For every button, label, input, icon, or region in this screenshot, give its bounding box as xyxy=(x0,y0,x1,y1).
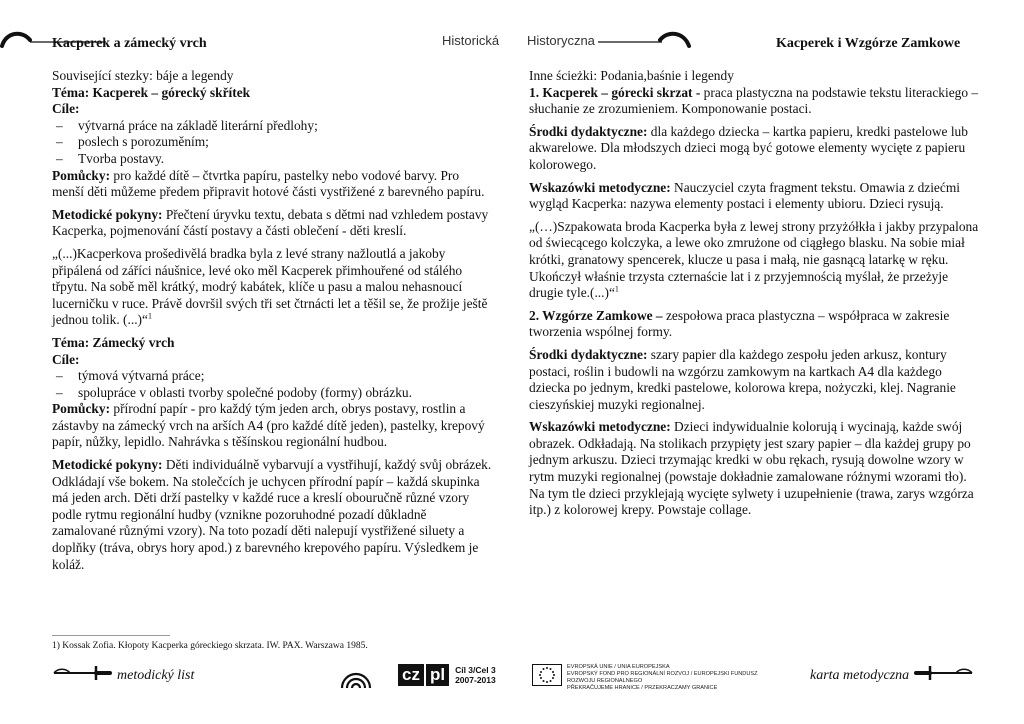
means-2: Środki dydaktyczne: szary papier dla każdego zespołu jeden arkusz, kontury postaci, roślin i budowli na wzgórzu zamkowym na kartkach A4 dla każdego dziecka po jednym, kredki pastelowe, kolorowa krepa, nożyczki, klej. Nagranie cieszyńskiej muzyki regionalnej. xyxy=(529,346,956,412)
czpl-pl: pl xyxy=(426,664,449,686)
header-title-cz: Kacperek a zámecký vrch xyxy=(52,36,207,51)
footnote: 1) Kossak Zofia. Kłopoty Kacperka góreckiego skrzata. IW. PAX. Warszawa 1985. xyxy=(52,641,368,651)
goals-2-list xyxy=(52,368,492,401)
czpl-logo xyxy=(398,663,496,687)
footnote-rule xyxy=(52,635,170,636)
materials-2: Pomůcky: přírodní papír - pro každý tým jeden arch, obrys postavy, rostlin a zástavby na zámecký vrch na arších A4 (pro každé dítě jeden), pastelky, krepový papír, nůžky, lepidlo. Nahrávka s těšínskou regionální hudbou. xyxy=(52,401,485,450)
sword-ornament-left-icon xyxy=(52,662,114,684)
logo-historyczna: Historyczna xyxy=(527,33,595,48)
goals-1-heading: Cíle: xyxy=(52,101,80,117)
footer-right: karta metodyczna xyxy=(810,668,910,683)
swirl-ornament-right-icon xyxy=(596,28,692,50)
task-1: 1. Kacperek – górecki skrzat - praca plastyczna na podstawie tekstu literackiego – słuchanie ze zrozumieniem. Komponowanie postaci. xyxy=(529,84,979,117)
guidelines-2: Wskazówki metodyczne: Dzieci indywidualnie kolorują i wycinają, każde swój obrazek. Odkładają. Na stolikach przypięty jest szary papier – dla każdej grupy po jednym arkuszu. Dzieci trzymając kredki w obu rękach, rysują dowolne wzory w rytm muzyki regionalnej (powstaje dokładnie zamalowane różnymi wzorami tło). Na tym tle dzieci przyklejają wycięte sylwety i uzupełnienie (trawa, zarys wzgórza itp.) z kolorowej krepy. Powstaje collage. xyxy=(529,419,974,518)
topic-1: Téma: Kacperek – górecký skřítek xyxy=(52,84,251,100)
czpl-years: 2007-2013 xyxy=(455,675,496,685)
list-item: – poslech s porozuměním; xyxy=(52,134,492,151)
goals-1-list xyxy=(52,118,492,168)
quote-pl: „(…)Szpakowata broda Kacperka była z lewej strony przyżółkła i jakby przypalona od świecącego kolczyka, a lewe oko zmrużone od ciągłego blasku. Na sobie miał krótki, granatowy spencerek, klucze u pasa i małą, nie gasnącą latarkę w ręku. Ukończył właśnie trzysta czternaście lat i z przyjemnością myślał, że przeżyje drugie tyle.(...)“$^1$ xyxy=(529,218,979,301)
list-item: – výtvarná práce na základě literární předlohy; xyxy=(52,118,492,135)
goals-2-heading: Cíle: xyxy=(52,351,80,367)
czpl-objective: Cíl 3/Cel 3 xyxy=(455,665,496,675)
header-title-pl: Kacperek i Wzgórze Zamkowe xyxy=(776,36,961,51)
task-2: 2. Wzgórze Zamkowe – zespołowa praca plastyczna – współpraca w zakresie tworzenia wspólnej formy. xyxy=(529,307,950,340)
eu-flag-icon xyxy=(532,664,562,686)
sword-ornament-right-icon xyxy=(912,662,974,684)
method-2: Metodické pokyny: Děti individuálně vybarvují a vystřihují, každý svůj obrázek. Odkládají vše bokem. Na stolečcích je uchycen přírodní papír – každá skupinka má jeden arch. Děti drží pastelky v každé ruce a kreslí obouručně různé vzory podle rytmu regionální hudby (vznikne pozoruhodné pozadí důkladně zamalované různými vzory). Na toto pozadí děti nalepují vystřižené siluety a doplňky (tráva, obrys hory apod.) z barevného krepového papíru. Výsledkem je koláž. xyxy=(52,457,492,572)
guidelines-1: Wskazówki metodyczne: Nauczyciel czyta fragment tekstu. Omawia z dziećmi wygląd Kacperka: nazywa elementy postaci i elementy ubioru. Dzieci rysują. xyxy=(529,179,960,212)
quote-cz: „(...)Kacperkova prošedivělá bradka byla z levé strany nažloutlá a jakoby připálená od záříci náušnice, levé oko měl Kacperek přimhouřené od stálého třpytu. Na sobě měl krátký, modrý kabátek, klíče u pasu a malou nehasnoucí lucerničku v ruce. Právě dovršil svých tři set čtrnácti let a těšil se, že prožije ještě jednou tolik. (...)“$^1$ xyxy=(52,245,488,328)
topic-2: Téma: Zámecký vrch xyxy=(52,334,175,350)
related-paths: Související stezky: báje a legendy xyxy=(52,68,234,83)
list-item: – Tvorba postavy. xyxy=(52,151,492,168)
logo-historicka: Historická xyxy=(442,33,500,48)
swirl-ornament-left-icon xyxy=(0,28,110,50)
other-paths: Inne ścieżki: Podania,baśnie i legendy xyxy=(529,68,734,83)
means-1: Środki dydaktyczne: dla każdego dziecka – kartka papieru, kredki pastelowe lub akwarelowe. Dla młodszych dzieci mogą być gotowe elementy wycięte z papieru kolorowego. xyxy=(529,123,968,172)
fan-logo-icon xyxy=(339,664,373,690)
method-1: Metodické pokyny: Přečtení úryvku textu, debata s dětmi nad vzhledem postavy Kacperka, pojmenování částí postavy a části oblečení - děti kreslí. xyxy=(52,206,489,239)
czpl-cz: cz xyxy=(398,664,424,686)
footer-left: metodický list xyxy=(117,668,195,683)
list-item: – týmová výtvarná práce; xyxy=(52,368,492,385)
materials-1: Pomůcky: pro každé dítě – čtvrtka papíru, pastelky nebo vodové barvy. Pro menší děti můžeme předem připravit hotové části vystřižené z barevného papíru. xyxy=(52,167,485,200)
eu-funding-text: EVROPSKÁ UNIE / UNIA EUROPEJSKA EVROPSKÝ FOND PRO REGIONÁLNÍ ROZVOJ / EUROPEJSKI FUNDUSZ ROZWOJU REGIONALNEGO PŘEKRAČUJEME HRANICE / PRZEKRACZAMY GRANICE xyxy=(567,664,758,691)
column-pl xyxy=(529,68,979,525)
list-item: – spolupráce v oblasti tvorby společné podoby (formy) obrázku. xyxy=(52,385,492,402)
column-cz xyxy=(52,68,492,579)
